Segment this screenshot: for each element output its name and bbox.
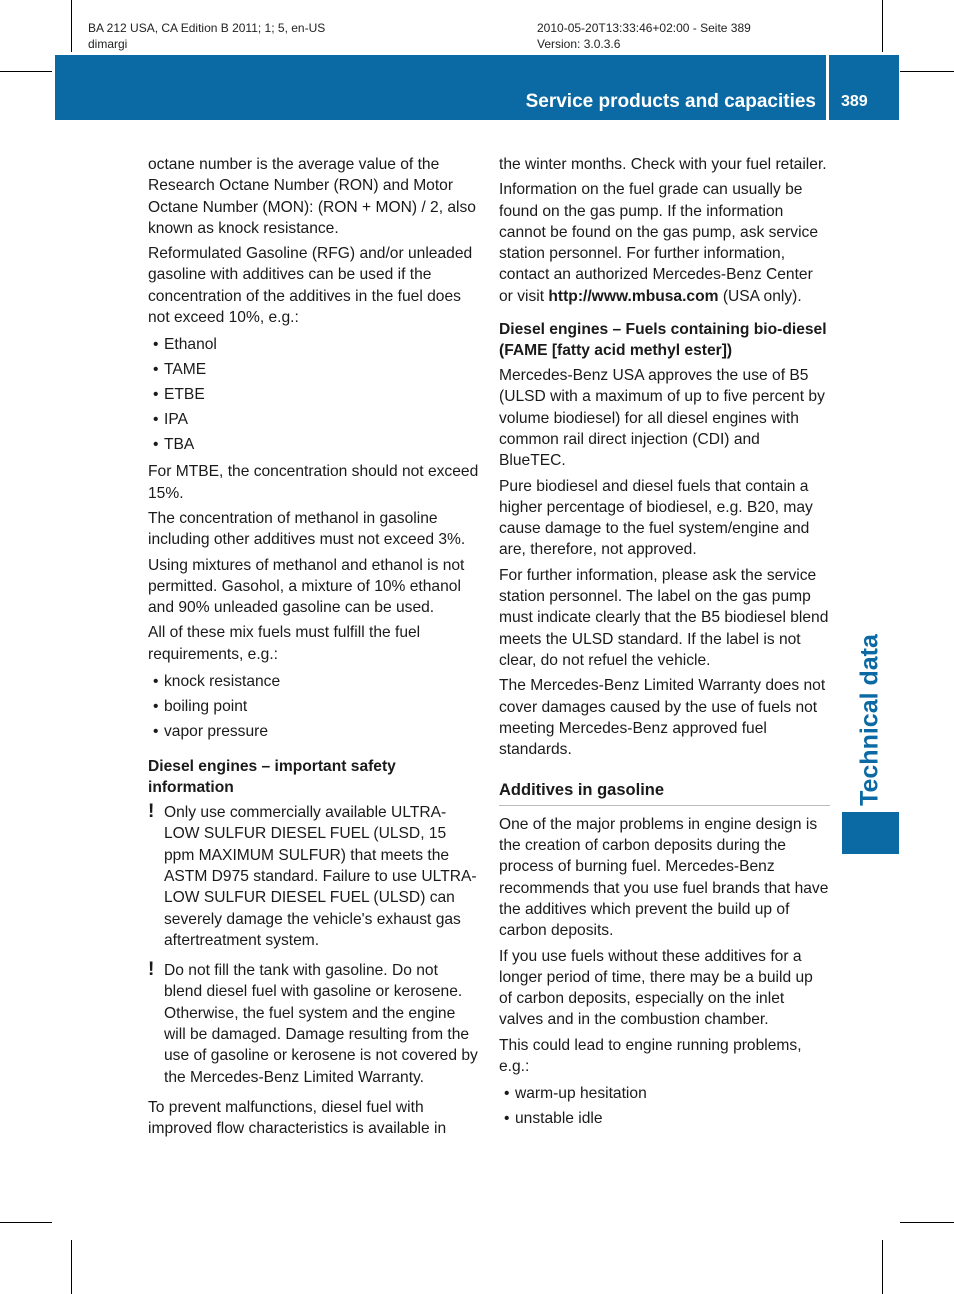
section-heading: Additives in gasoline — [499, 780, 830, 805]
warning-text: Only use commercially available ULTRA-LOW SULFUR DIESEL FUEL (ULSD, 15 ppm MAXIMUM SULFUR) that meets the ASTM D975 standard. Failure to use ULTRA-LOW SULFUR DIESEL FUEL (ULSD) can severely damage the vehicle's exhaust gas aftertreatment system. — [164, 804, 477, 949]
paragraph: Reformulated Gasoline (RFG) and/or unleaded gasoline with additives can be used if the concentration of the additives in the fuel does not exceed 10%, e.g.: — [148, 245, 473, 327]
right-column — [499, 154, 830, 1135]
crop-mark — [0, 1222, 52, 1223]
warning-text: Do not fill the tank with gasoline. Do not blend diesel fuel with gasoline or kerosene. Otherwise, the fuel system and the engine will be damaged. Damage resulting from the use of gasoline or kerosene is not covered by the Mercedes-Benz Limited Warranty. — [164, 962, 478, 1086]
meta-version: Version: 3.0.3.6 — [537, 37, 621, 51]
list-item: • ETBE — [148, 382, 480, 407]
warning-note — [148, 802, 480, 951]
paragraph: Using mixtures of methanol and ethanol is not permitted. Gasohol, a mixture of 10% ethanol and 90% unleaded gasoline can be used. — [148, 556, 465, 617]
list-item: • knock resistance — [148, 669, 480, 694]
meta-timestamp: 2010-05-20T13:33:46+02:00 - Seite 389 — [537, 21, 751, 35]
paragraph: Pure biodiesel and diesel fuels that contain a higher percentage of biodiesel, e.g. B20, may cause damage to the fuel system/engine and are, therefore, not approved. — [499, 477, 813, 559]
print-meta-right — [537, 20, 751, 52]
list-item: • boiling point — [148, 694, 480, 719]
meta-author: dimargi — [88, 37, 128, 51]
text: (USA only). — [718, 287, 802, 305]
problem-list — [499, 1081, 830, 1131]
paragraph: To prevent malfunctions, diesel fuel with improved flow characteristics is available in — [148, 1098, 447, 1138]
crop-mark — [71, 1240, 72, 1294]
paragraph: This could lead to engine running problems, e.g.: — [499, 1036, 802, 1075]
list-item: • vapor pressure — [148, 719, 480, 744]
page-number: 389 — [841, 93, 868, 110]
paragraph: The concentration of methanol in gasoline including other additives must not exceed 3%. — [148, 509, 466, 549]
list-item: • TAME — [148, 357, 480, 382]
list-item: • TBA — [148, 432, 480, 457]
crop-mark — [71, 0, 72, 52]
website-link[interactable]: http://www.mbusa.com — [548, 287, 719, 305]
paragraph: The Mercedes-Benz Limited Warranty does not cover damages caused by the use of fuels not meeting Mercedes-Benz approved fuel standards. — [499, 677, 826, 759]
list-item: • IPA — [148, 407, 480, 432]
crop-mark — [0, 71, 52, 72]
print-meta-left — [88, 20, 325, 52]
meta-edition: BA 212 USA, CA Edition B 2011; 1; 5, en-US — [88, 21, 326, 35]
subheading: Diesel engines – important safety information — [148, 758, 396, 797]
list-item: • warm-up hesitation — [499, 1081, 830, 1106]
list-item: • Ethanol — [148, 332, 480, 357]
warning-icon: ! — [148, 801, 155, 823]
paragraph: the winter months. Check with your fuel retailer. — [499, 156, 827, 173]
chapter-tab-marker — [842, 812, 899, 854]
paragraph: All of these mix fuels must fulfill the fuel requirements, e.g.: — [148, 624, 421, 663]
paragraph — [499, 179, 830, 307]
crop-mark — [900, 1222, 954, 1223]
list-item: • unstable idle — [499, 1106, 830, 1131]
section-header — [55, 55, 826, 120]
warning-icon: ! — [148, 959, 155, 981]
paragraph: octane number is the average value of the Research Octane Number (RON) and Motor Octane Number (MON): (RON + MON) / 2, also known as knock resistance. — [148, 156, 476, 237]
paragraph: Mercedes-Benz USA approves the use of B5 (ULSD with a maximum of up to five percent by volume biodiesel) for all diesel engines with common rail direct injection (CDI) and BlueTEC. — [499, 367, 825, 470]
subheading: Diesel engines – Fuels containing bio-diesel (FAME [fatty acid methyl ester]) — [499, 321, 827, 360]
additive-list — [148, 332, 480, 457]
paragraph: If you use fuels without these additives for a longer period of time, there may be a build up of carbon deposits, especially on the inlet valves and in the combustion chamber. — [499, 947, 813, 1029]
crop-mark — [882, 1240, 883, 1294]
paragraph: For further information, please ask the service station personnel. The label on the gas pump must indicate clearly that the B5 biodiesel blend meets the ULSD standard. If the label is not clear, do not refuel the vehicle. — [499, 566, 829, 669]
requirement-list — [148, 669, 480, 744]
left-column — [148, 154, 480, 1144]
paragraph: For MTBE, the concentration should not exceed 15%. — [148, 463, 479, 502]
text: Information on the fuel grade can usually be found on the gas pump. If the information cannot be found on the gas pump, ask service station personnel. For further information, contact an authorized Mercedes-Benz Center or visit — [499, 181, 819, 305]
section-title: Service products and capacities — [525, 91, 816, 112]
page-number-box — [829, 55, 899, 120]
crop-mark — [900, 71, 954, 72]
paragraph: One of the major problems in engine design is the creation of carbon deposits during the process of burning fuel. Mercedes-Benz recommends that you use fuel brands that have the additives which prevent the build up of carbon deposits. — [499, 815, 829, 940]
crop-mark — [882, 0, 883, 52]
chapter-side-label: Technical data — [855, 634, 884, 806]
warning-note — [148, 960, 480, 1088]
